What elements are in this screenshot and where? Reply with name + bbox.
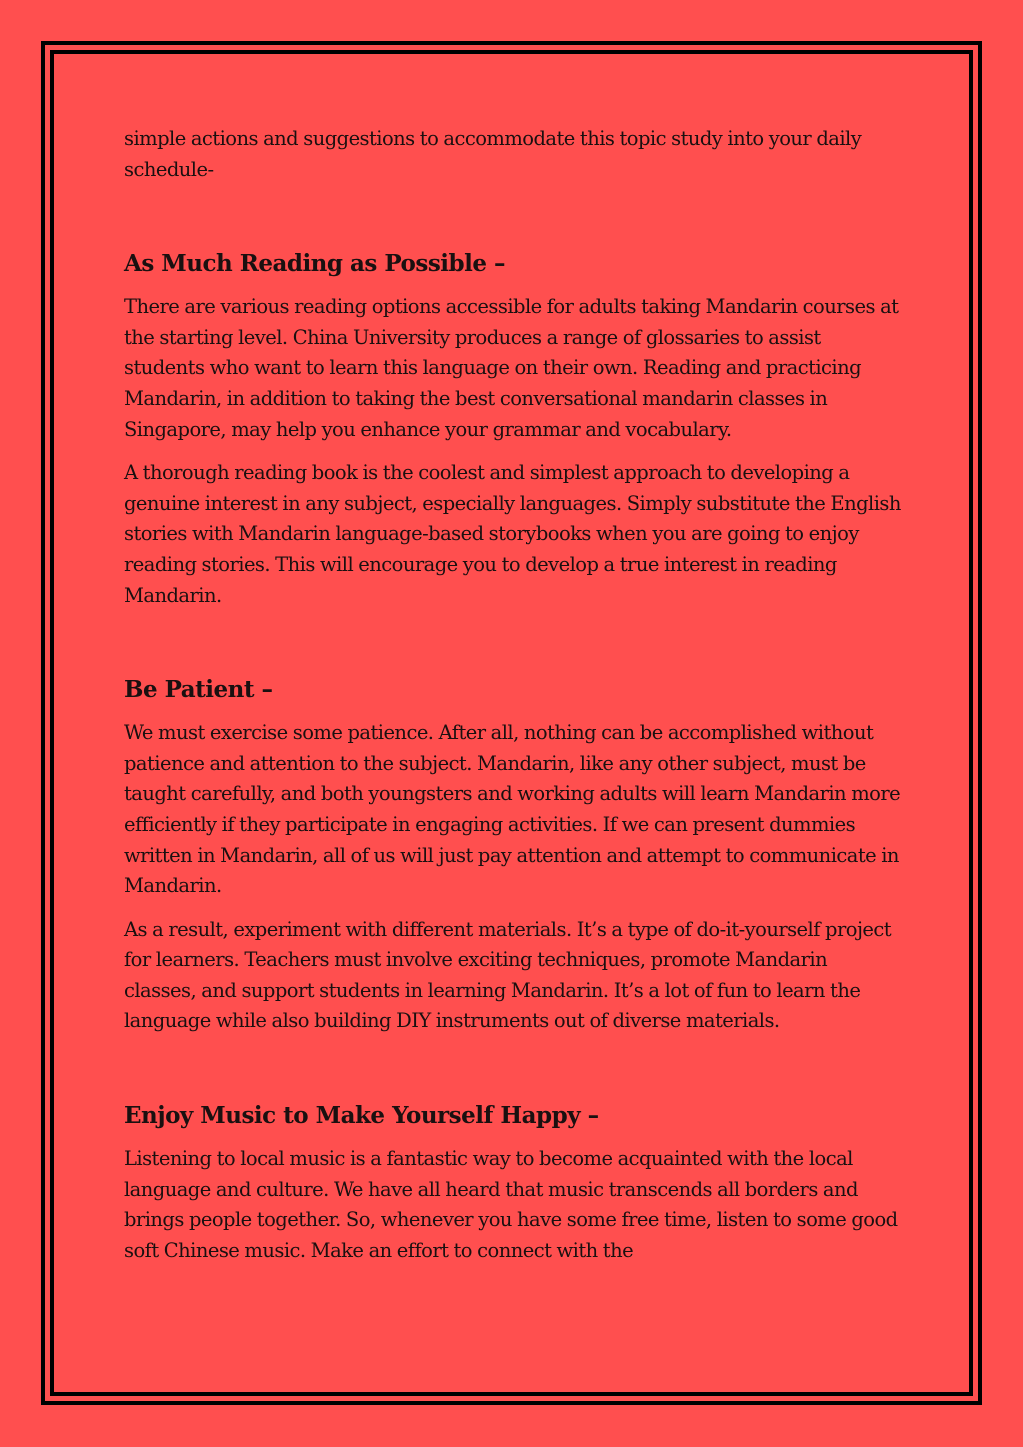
section-spacer — [124, 198, 904, 247]
section-spacer — [124, 624, 904, 673]
patient-paragraph-2: As a result, experiment with different materials. It’s a type of do-it-yourself project for learners. Teachers must involve exciting techniques, promote Mandarin classes, and support students in learning Mandarin. It’s a lot of fun to learn the language while also building DIY instruments out of diverse materials. — [124, 917, 892, 1033]
heading-music: Enjoy Music to Make Yourself Happy – — [124, 1102, 599, 1130]
document-body — [124, 124, 904, 1279]
reading-paragraph-2: A thorough reading book is the coolest and simplest approach to developing a genuine interest in any subject, especially languages. Simply substitute the English stories with Mandarin language-based storybooks when you are going to enjoy reading stories. This will encourage you to develop a true interest in reading Mandarin. — [124, 461, 901, 607]
heading-patient: Be Patient – — [124, 676, 273, 704]
music-paragraph-1: Listening to local music is a fantastic way to become acquainted with the local language and culture. We have all heard that music transcends all borders and brings people together. So, whenever you have some free time, listen to some good soft Chinese music. Make an effort to connect with the — [124, 1147, 898, 1262]
intro-paragraph: simple actions and suggestions to accommodate this topic study into your daily schedule- — [124, 127, 862, 181]
heading-reading: As Much Reading as Possible – — [124, 250, 505, 278]
patient-paragraph-1: We must exercise some patience. After all, nothing can be accomplished without patience and attention to the subject. Mandarin, like any other subject, must be taught carefully, and both youngsters and working adults will learn Mandarin more efficiently if they participate in engaging activities. If we can present dummies written in Mandarin, all of us will just pay attention and attempt to communicate in Mandarin. — [124, 721, 901, 898]
section-spacer — [124, 1050, 904, 1099]
reading-paragraph-1: There are various reading options accessible for adults taking Mandarin courses at the starting level. China University produces a range of glossaries to assist students who want to learn this language on their own. Reading and practicing Mandarin, in addition to taking the best conversational mandarin classes in Singapore, may help you enhance your grammar and vocabulary. — [124, 295, 899, 441]
